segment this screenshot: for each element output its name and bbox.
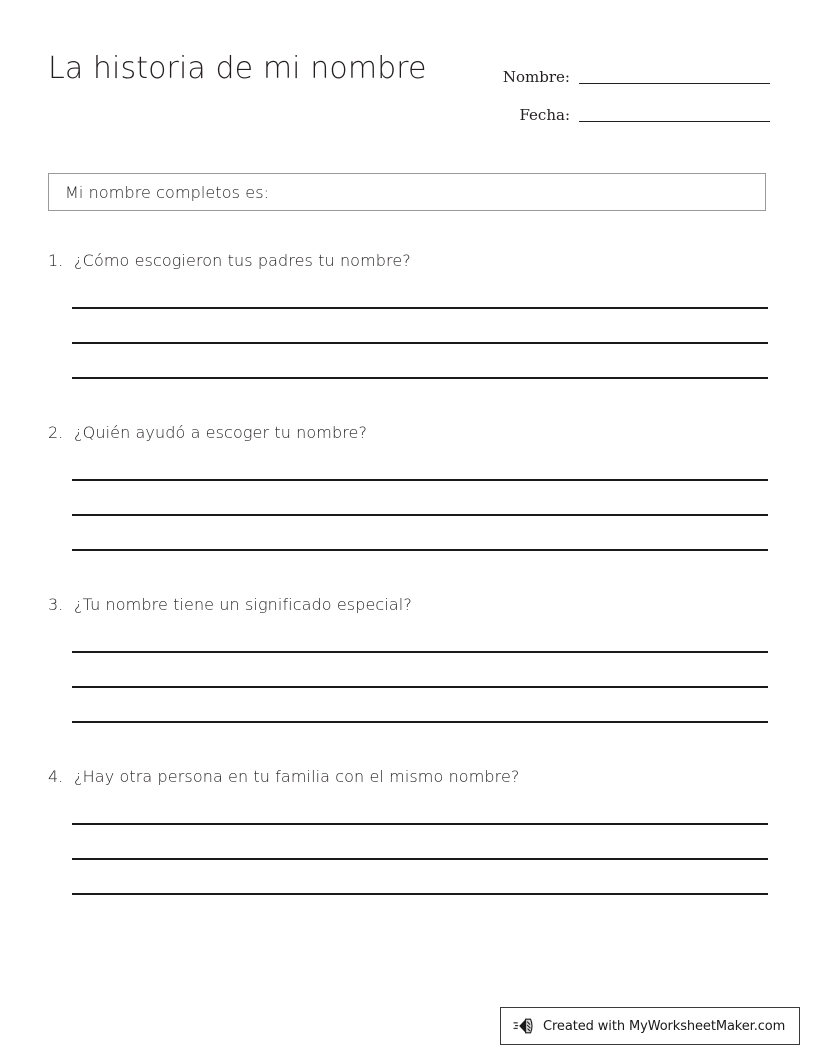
question-list <box>0 251 816 939</box>
answer-line[interactable] <box>72 721 768 723</box>
answer-line[interactable] <box>72 858 768 860</box>
question-item <box>0 251 816 423</box>
answer-lines <box>72 479 768 551</box>
answer-lines <box>72 651 768 723</box>
question-text: ¿Cómo escogieron tus padres tu nombre? <box>74 251 411 270</box>
question-number: 4. <box>48 767 64 786</box>
page-title: La historia de mi nombre <box>48 51 427 86</box>
question-number: 1. <box>48 251 64 270</box>
name-field-row <box>470 48 770 86</box>
answer-line[interactable] <box>72 823 768 825</box>
answer-line[interactable] <box>72 686 768 688</box>
writing-pen-icon <box>513 1015 535 1037</box>
question-number: 3. <box>48 595 64 614</box>
question-item <box>0 595 816 767</box>
fullname-input-box[interactable] <box>48 173 766 211</box>
answer-line[interactable] <box>72 342 768 344</box>
question-item <box>0 767 816 939</box>
worksheet-header <box>0 0 816 140</box>
date-field-row <box>470 86 770 124</box>
question-text: ¿Quién ayudó a escoger tu nombre? <box>74 423 368 442</box>
question-heading <box>0 595 816 621</box>
answer-line[interactable] <box>72 514 768 516</box>
answer-line[interactable] <box>72 893 768 895</box>
name-field-line[interactable] <box>579 83 770 84</box>
date-field-line[interactable] <box>579 121 770 122</box>
student-meta-fields <box>470 48 770 124</box>
answer-lines <box>72 823 768 895</box>
fullname-prompt-label: Mi nombre completos es: <box>65 182 270 202</box>
question-number: 2. <box>48 423 64 442</box>
date-field-label: Fecha: <box>519 106 570 124</box>
answer-line[interactable] <box>72 377 768 379</box>
answer-line[interactable] <box>72 651 768 653</box>
question-heading <box>0 423 816 449</box>
answer-line[interactable] <box>72 549 768 551</box>
answer-lines <box>72 307 768 379</box>
worksheet-credit-badge[interactable] <box>500 1007 800 1045</box>
answer-line[interactable] <box>72 307 768 309</box>
answer-line[interactable] <box>72 479 768 481</box>
question-text: ¿Hay otra persona en tu familia con el mismo nombre? <box>74 767 520 786</box>
name-field-label: Nombre: <box>502 68 570 86</box>
question-heading <box>0 251 816 277</box>
credit-badge-label: Created with MyWorksheetMaker.com <box>543 1018 786 1034</box>
question-item <box>0 423 816 595</box>
question-text: ¿Tu nombre tiene un significado especial? <box>74 595 412 614</box>
question-heading <box>0 767 816 793</box>
